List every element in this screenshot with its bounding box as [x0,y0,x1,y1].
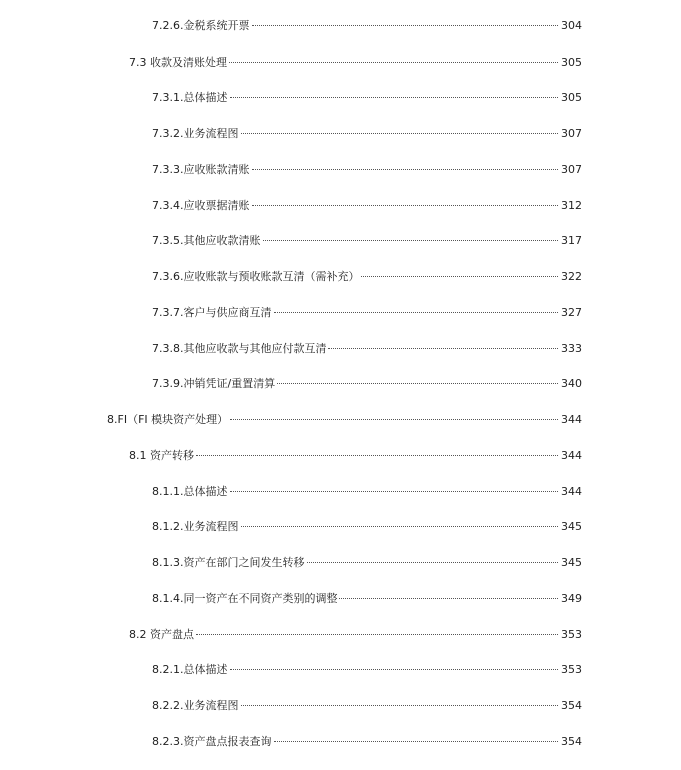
toc-entry-label: 7.3.8.其他应收款与其他应付款互清 [152,342,327,355]
toc-entry-label: 8.1.2.业务流程图 [152,520,239,533]
toc-dot-leader [196,634,558,635]
toc-entry-page: 349 [561,592,582,605]
toc-entry-label: 8.1.1.总体描述 [152,485,228,498]
toc-entry-label: 7.3.6.应收账款与预收账款互清（需补充） [152,270,360,283]
toc-entry-page: 353 [561,663,582,676]
toc-entry-8-2-2[interactable] [152,698,582,714]
toc-entry-label: 7.3.4.应收票据清账 [152,199,250,212]
toc-dot-leader [230,491,559,492]
toc-entry-page: 354 [561,735,582,748]
toc-dot-leader [339,598,558,599]
toc-entry-8-1[interactable] [129,448,582,464]
toc-entry-7-3-4[interactable] [152,198,582,214]
toc-entry-8-1-2[interactable] [152,519,582,535]
toc-dot-leader [252,25,559,26]
toc-dot-leader [241,133,559,134]
toc-dot-leader [252,169,559,170]
toc-entry-page: 344 [561,485,582,498]
toc-entry-7-3[interactable] [129,55,582,71]
toc-entry-8-1-1[interactable] [152,484,582,500]
toc-entry-label: 8.FI（FI 模块资产处理） [107,413,229,426]
toc-dot-leader [274,741,559,742]
toc-entry-label: 8.1 资产转移 [129,449,194,462]
toc-dot-leader [196,455,558,456]
toc-entry-8-2-3[interactable] [152,734,582,750]
toc-entry-7-3-8[interactable] [152,341,582,357]
toc-entry-label: 7.3.2.业务流程图 [152,127,239,140]
toc-entry-label: 8.1.3.资产在部门之间发生转移 [152,556,305,569]
toc-entry-page: 345 [561,520,582,533]
toc-entry-label: 7.3.1.总体描述 [152,91,228,104]
toc-entry-page: 354 [561,699,582,712]
toc-entry-page: 304 [561,19,582,32]
toc-entry-label: 7.3.9.冲销凭证/重置清算 [152,377,276,390]
toc-dot-leader [230,97,559,98]
toc-entry-page: 305 [561,91,582,104]
toc-dot-leader [230,669,559,670]
toc-entry-page: 322 [561,270,582,283]
toc-entry-label: 8.1.4.同一资产在不同资产类别的调整 [152,592,338,605]
toc-entry-7-3-2[interactable] [152,126,582,142]
toc-entry-page: 307 [561,127,582,140]
toc-entry-page: 345 [561,556,582,569]
toc-dot-leader [277,383,558,384]
toc-entry-7-3-5[interactable] [152,233,582,249]
toc-entry-8-1-4[interactable] [152,591,582,607]
toc-entry-page: 353 [561,628,582,641]
toc-entry-page: 312 [561,199,582,212]
toc-entry-page: 340 [561,377,582,390]
toc-entry-label: 7.3.3.应收账款清账 [152,163,250,176]
toc-entry-page: 317 [561,234,582,247]
toc-dot-leader [263,240,559,241]
toc-entry-7-3-6[interactable] [152,269,582,285]
toc-dot-leader [241,526,559,527]
toc-entry-page: 333 [561,342,582,355]
toc-dot-leader [361,276,558,277]
toc-entry-8-2[interactable] [129,627,582,643]
toc-dot-leader [274,312,559,313]
toc-entry-7-3-7[interactable] [152,305,582,321]
toc-entry-page: 344 [561,449,582,462]
toc-entry-label: 7.3.5.其他应收款清账 [152,234,261,247]
toc-entry-label: 8.2 资产盘点 [129,628,194,641]
toc-entry-label: 8.2.1.总体描述 [152,663,228,676]
toc-dot-leader [230,419,558,420]
toc-entry-label: 8.2.3.资产盘点报表查询 [152,735,272,748]
toc-dot-leader [328,348,558,349]
toc-entry-8-2-1[interactable] [152,662,582,678]
toc-entry-label: 7.3.7.客户与供应商互清 [152,306,272,319]
toc-entry-8-fi[interactable] [107,412,582,428]
toc-dot-leader [307,562,559,563]
toc-dot-leader [229,62,558,63]
toc-entry-page: 307 [561,163,582,176]
toc-entry-page: 344 [561,413,582,426]
toc-entry-label: 7.3 收款及清账处理 [129,56,227,69]
toc-entry-7-3-1[interactable] [152,90,582,106]
toc-dot-leader [252,205,559,206]
toc-entry-label: 7.2.6.金税系统开票 [152,19,250,32]
toc-entry-7-3-3[interactable] [152,162,582,178]
toc-entry-7-3-9[interactable] [152,376,582,392]
toc-entry-page: 305 [561,56,582,69]
toc-entry-label: 8.2.2.业务流程图 [152,699,239,712]
toc-entry-8-1-3[interactable] [152,555,582,571]
toc-entry-page: 327 [561,306,582,319]
toc-entry-7-2-6[interactable] [152,18,582,34]
toc-dot-leader [241,705,559,706]
